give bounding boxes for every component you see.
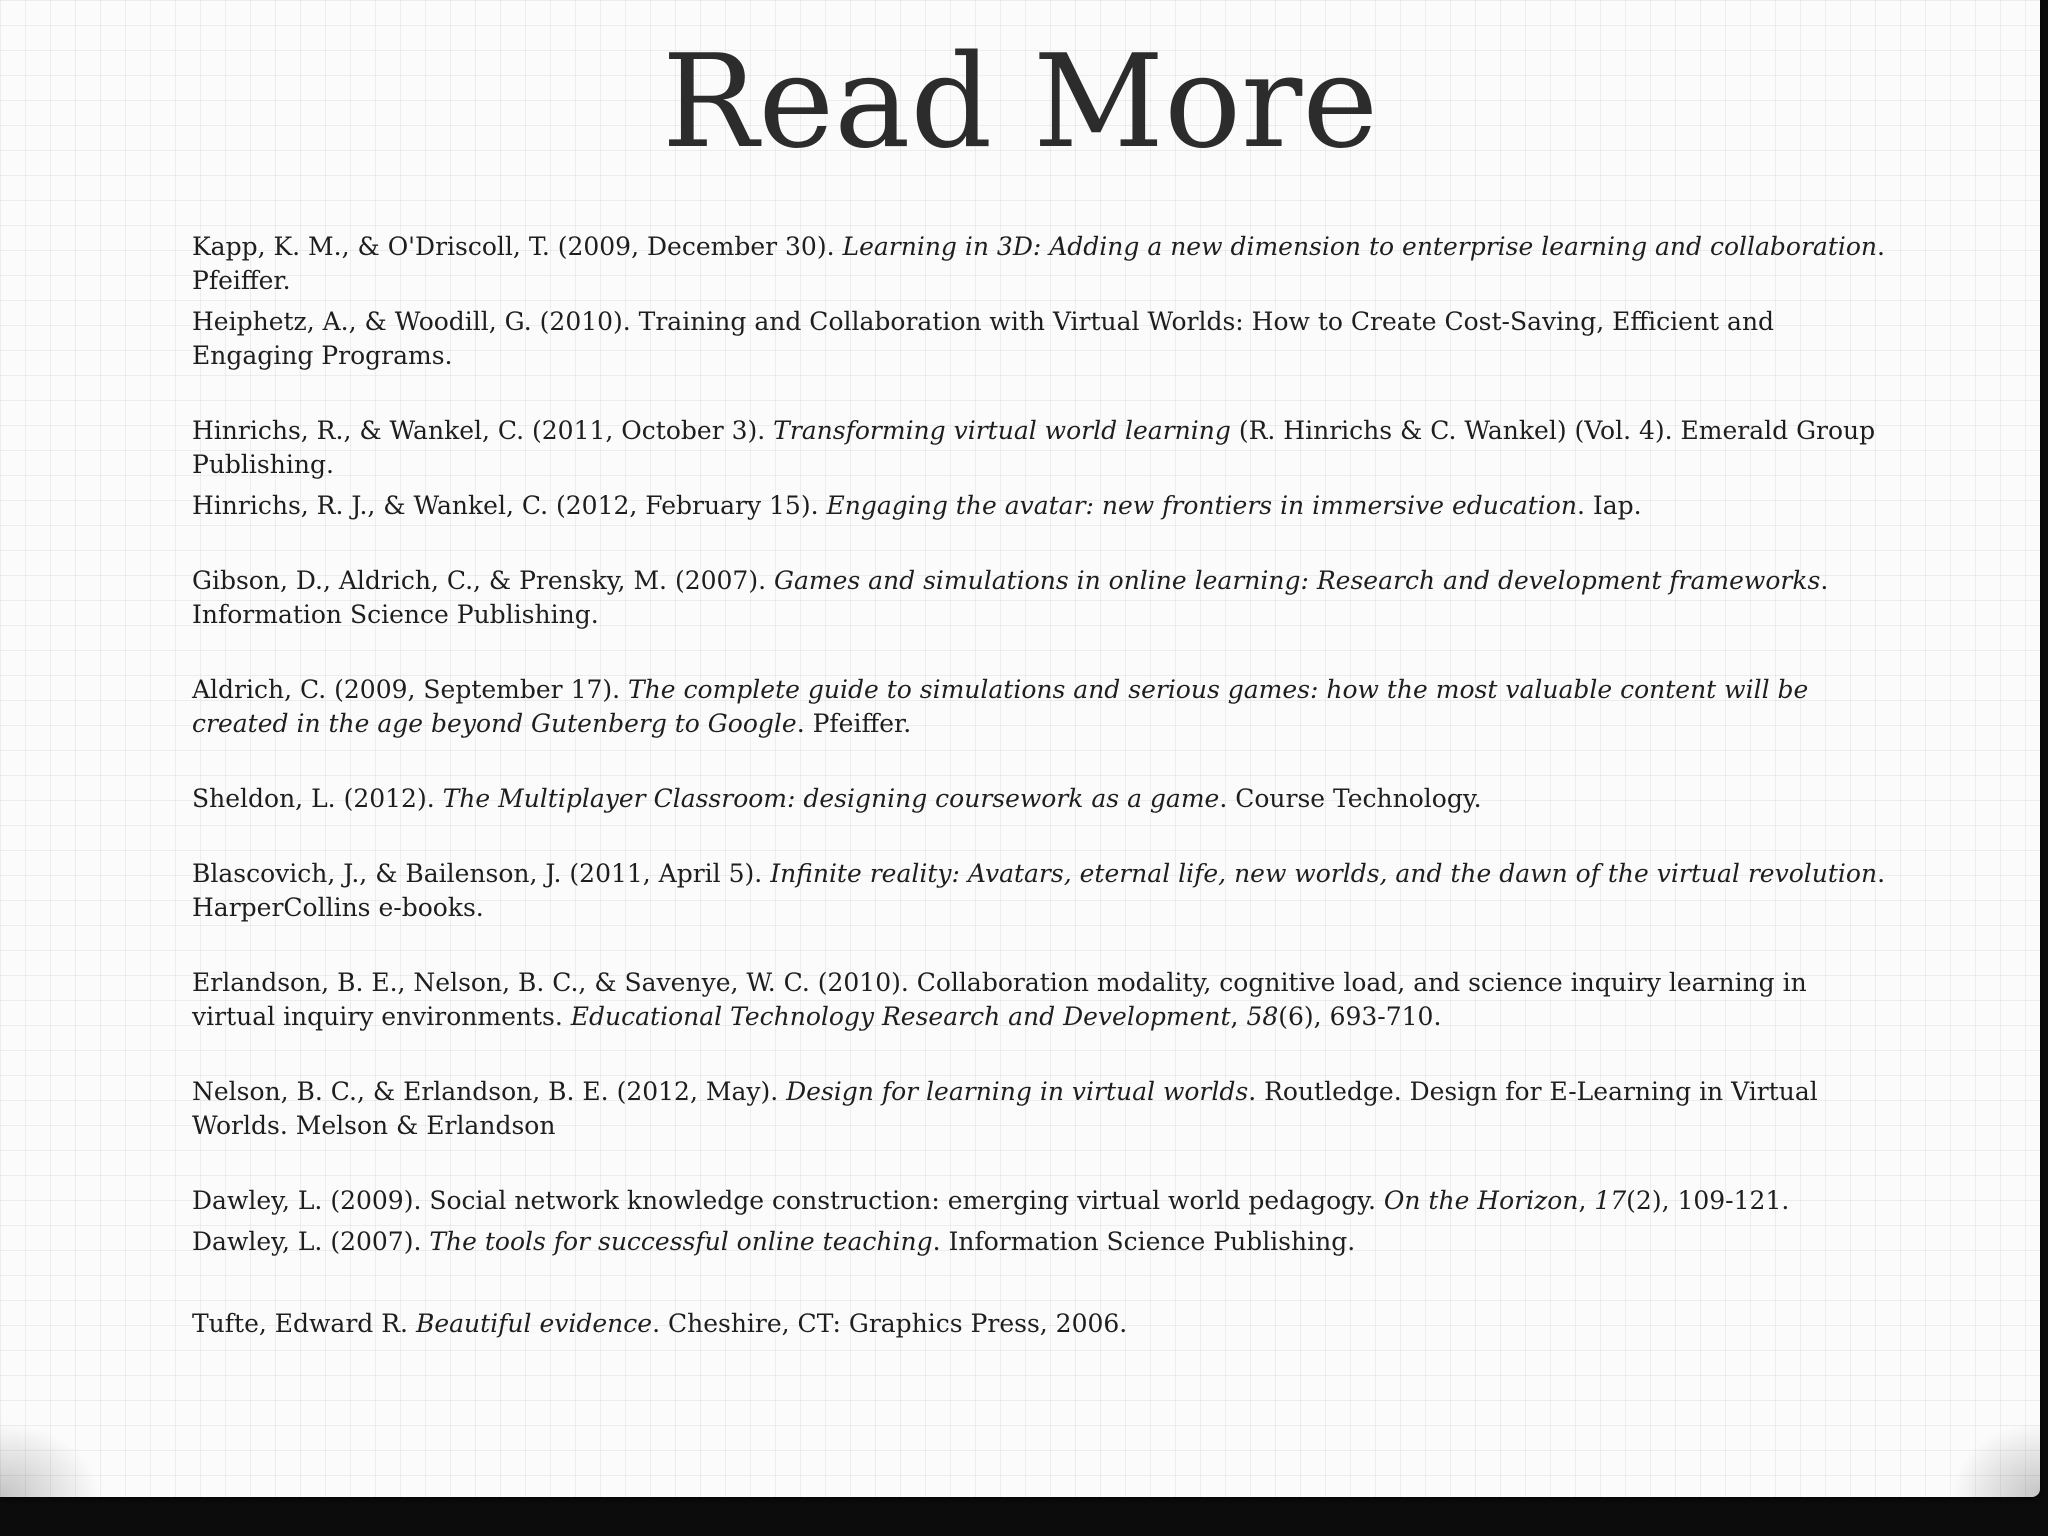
reference-item: Kapp, K. M., & O'Driscoll, T. (2009, December 30). Learning in 3D: Adding a new dimension to enterprise learning and collaboration. Pfeiffer. [192, 232, 1885, 295]
reference-item: Erlandson, B. E., Nelson, B. C., & Savenye, W. C. (2010). Collaboration modality, cognitive load, and science inquiry learning in virtual inquiry environments. Educational Technology Research and Development, 58(6), 693-710. [192, 968, 1807, 1031]
reference-item: Gibson, D., Aldrich, C., & Prensky, M. (2007). Games and simulations in online learning: Research and development frameworks. Information Science Publishing. [192, 566, 1829, 629]
reference-item: Heiphetz, A., & Woodill, G. (2010). Training and Collaboration with Virtual Worlds: How to Create Cost-Saving, Efficient and Engaging Programs. [192, 307, 1775, 370]
reference-item: Nelson, B. C., & Erlandson, B. E. (2012, May). Design for learning in virtual worlds. Routledge. Design for E-Learning in Virtual Worlds. Melson & Erlandson [192, 1077, 1818, 1140]
reference-list [192, 230, 1892, 1341]
reference-item: Sheldon, L. (2012). The Multiplayer Classroom: designing coursework as a game. Course Technology. [192, 784, 1482, 813]
page-curl-shadow [0, 1422, 100, 1497]
slide-title: Read More [661, 28, 1379, 177]
reference-item: Dawley, L. (2007). The tools for successful online teaching. Information Science Publishing. [192, 1227, 1356, 1256]
reference-item: Hinrichs, R., & Wankel, C. (2011, October 3). Transforming virtual world learning (R. Hinrichs & C. Wankel) (Vol. 4). Emerald Group Publishing. [192, 416, 1876, 479]
reference-item: Hinrichs, R. J., & Wankel, C. (2012, February 15). Engaging the avatar: new frontiers in immersive education. Iap. [192, 491, 1642, 520]
reference-item: Dawley, L. (2009). Social network knowledge construction: emerging virtual world pedagogy. On the Horizon, 17(2), 109-121. [192, 1186, 1790, 1215]
reference-item: Blascovich, J., & Bailenson, J. (2011, April 5). Infinite reality: Avatars, eternal life, new worlds, and the dawn of the virtual revolution. HarperCollins e-books. [192, 859, 1886, 922]
reference-item: Aldrich, C. (2009, September 17). The complete guide to simulations and serious games: how the most valuable content will be created in the age beyond Gutenberg to Google. Pfeiffer. [192, 675, 1809, 738]
reference-item: Tufte, Edward R. Beautiful evidence. Cheshire, CT: Graphics Press, 2006. [192, 1309, 1128, 1338]
page-curl-shadow [1950, 1422, 2040, 1497]
